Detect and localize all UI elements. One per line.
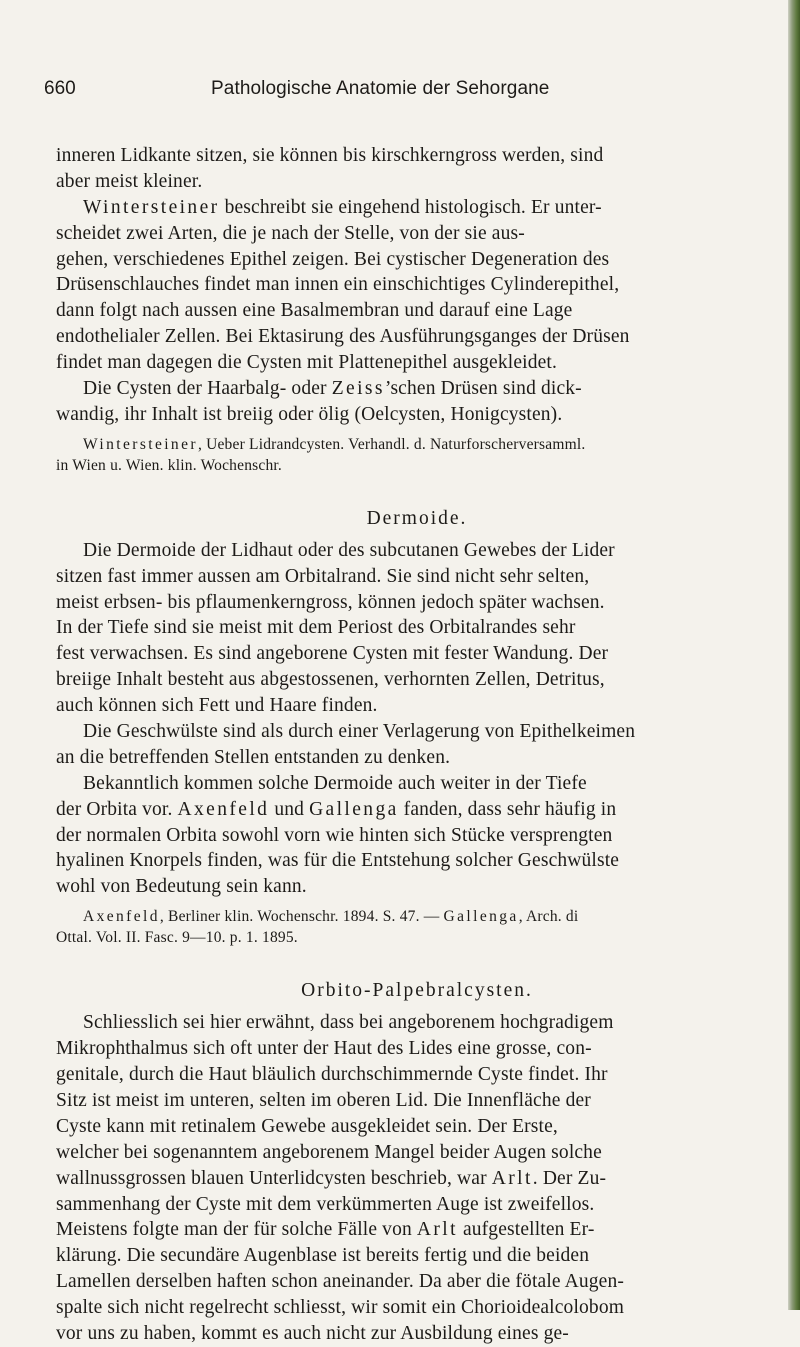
reference-line — [56, 434, 778, 455]
text-line: gehen, verschiedenes Epithel zeigen. Bei cystischer Degeneration des — [56, 248, 610, 270]
text-line: auch können sich Fett und Haare finden. — [56, 695, 378, 717]
text-line: wohl von Bedeutung sein kann. — [56, 876, 307, 898]
text-line: aber meist kleiner. — [56, 170, 203, 192]
section-heading-orbito-palpebralcysten: Orbito-Palpebralcysten. — [301, 980, 533, 1002]
text-segment: fanden, dass sehr häufig in — [398, 798, 617, 820]
text-segment: wallnussgrossen blauen Unterlidcysten beschrieb, war — [56, 1167, 492, 1189]
reference-line: in Wien u. Wien. klin. Wochenschr. — [56, 456, 283, 474]
text-line: Mikrophthalmus sich oft unter der Haut des Lides eine grosse, con- — [56, 1038, 592, 1060]
text-line: sammenhang der Cyste mit dem verkümmerten Auge ist zweifellos. — [56, 1193, 595, 1215]
page-edge — [788, 0, 800, 1310]
text-line: endothelialer Zellen. Bei Ektasirung des Ausführungsganges der Drüsen — [56, 326, 630, 348]
author-name: Zeiss — [331, 378, 385, 400]
text-line: Sitz ist meist im unteren, selten im oberen Lid. Die Innenfläche der — [56, 1089, 591, 1111]
author-name: Axenfeld — [177, 798, 270, 820]
text-segment: ’schen Drüsen sind dick- — [384, 378, 582, 400]
text-line: der normalen Orbita sowohl vorn wie hinten sich Stücke versprengten — [56, 824, 613, 846]
text-segment: . Der Zu- — [532, 1167, 607, 1189]
author-name: Axenfeld — [83, 908, 160, 926]
text-line — [56, 1166, 778, 1192]
text-line: Bekanntlich kommen solche Dermoide auch weiter in der Tiefe — [83, 772, 587, 794]
text-line: dann folgt nach aussen eine Basalmembran und darauf eine Lage — [56, 300, 573, 322]
text-line: an die betreffenden Stellen entstanden zu denken. — [56, 746, 451, 768]
text-line: Die Geschwülste sind als durch einer Verlagerung von Epithelkeimen — [83, 721, 636, 743]
text-line: inneren Lidkante sitzen, sie können bis kirschkerngross werden, sind — [56, 145, 604, 166]
author-name: Wintersteiner — [83, 196, 220, 218]
text-segment: der Orbita vor. — [56, 798, 178, 820]
reference-line — [56, 906, 778, 927]
reference-line: Ottal. Vol. II. Fasc. 9—10. p. 1. 1895. — [56, 929, 298, 947]
body-text — [56, 143, 778, 1347]
text-line: welcher bei sogenanntem angeborenem Mangel beider Augen solche — [56, 1141, 602, 1163]
text-line: klärung. Die secundäre Augenblase ist bereits fertig und die beiden — [56, 1245, 590, 1267]
author-name: Gallenga — [309, 798, 399, 820]
text-segment: aufgestellten Er- — [457, 1219, 595, 1241]
text-line: Cyste kann mit retinalem Gewebe ausgekleidet sein. Der Erste, — [56, 1115, 558, 1137]
page-header — [44, 74, 764, 104]
text-line — [56, 797, 778, 823]
text-segment: Meistens folgte man der für solche Fälle von — [56, 1219, 417, 1241]
text-line: breiige Inhalt besteht aus abgestossenen, verhornten Zellen, Detritus, — [56, 669, 605, 691]
author-name: Wintersteiner — [83, 435, 198, 453]
author-name: Arlt — [416, 1219, 458, 1241]
text-line: fest verwachsen. Es sind angeborene Cysten mit fester Wandung. Der — [56, 643, 609, 665]
author-name: Gallenga — [443, 908, 519, 926]
text-line: wandig, ihr Inhalt ist breiig oder ölig (Oelcysten, Honigcysten). — [56, 403, 563, 425]
text-line: scheidet zwei Arten, die je nach der Stelle, von der sie aus- — [56, 222, 525, 244]
text-segment: , Arch. di — [518, 908, 579, 926]
text-line: Schliesslich sei hier erwähnt, dass bei angeborenem hochgradigem — [83, 1012, 614, 1034]
text-line: Die Dermoide der Lidhaut oder des subcutanen Gewebes der Lider — [83, 539, 615, 561]
text-line — [56, 1217, 778, 1243]
text-line: sitzen fast immer aussen am Orbitalrand. Sie sind nicht sehr selten, — [56, 565, 590, 587]
text-line: hyalinen Knorpels finden, was für die Entstehung solcher Geschwülste — [56, 850, 620, 872]
page-number: 660 — [44, 78, 76, 99]
text-line — [56, 195, 778, 221]
section-heading-dermoide: Dermoide. — [366, 507, 468, 529]
author-name: Arlt — [491, 1167, 533, 1189]
text-line — [56, 376, 778, 402]
text-line: genitale, durch die Haut bläulich durchschimmernde Cyste findet. Ihr — [56, 1064, 608, 1086]
text-line: Drüsenschlauches findet man innen ein einschichtiges Cylinderepithel, — [56, 274, 620, 296]
text-segment: und — [269, 798, 310, 820]
text-line: meist erbsen- bis pflaumenkerngross, können jedoch später wachsen. — [56, 591, 605, 613]
text-segment: Die Cysten der Haarbalg- oder — [83, 378, 332, 400]
text-line: Lamellen derselben haften schon aneinander. Da aber die fötale Augen- — [56, 1271, 625, 1293]
text-segment: beschreibt sie eingehend histologisch. Er unter- — [219, 196, 602, 218]
text-line: vor uns zu haben, kommt es auch nicht zur Ausbildung eines ge- — [56, 1322, 569, 1344]
text-segment: , Ueber Lidrandcysten. Verhandl. d. Naturforscherversamml. — [197, 435, 586, 453]
text-line: In der Tiefe sind sie meist mit dem Periost des Orbitalrandes sehr — [56, 617, 576, 639]
running-head: Pathologische Anatomie der Sehorgane — [211, 78, 550, 99]
text-segment: , Berliner klin. Wochenschr. 1894. S. 47. — — [159, 908, 444, 926]
text-line: spalte sich nicht regelrecht schliesst, wir somit ein Chorioidealcolobom — [56, 1297, 625, 1319]
text-line: findet man dagegen die Cysten mit Plattenepithel ausgekleidet. — [56, 352, 557, 374]
